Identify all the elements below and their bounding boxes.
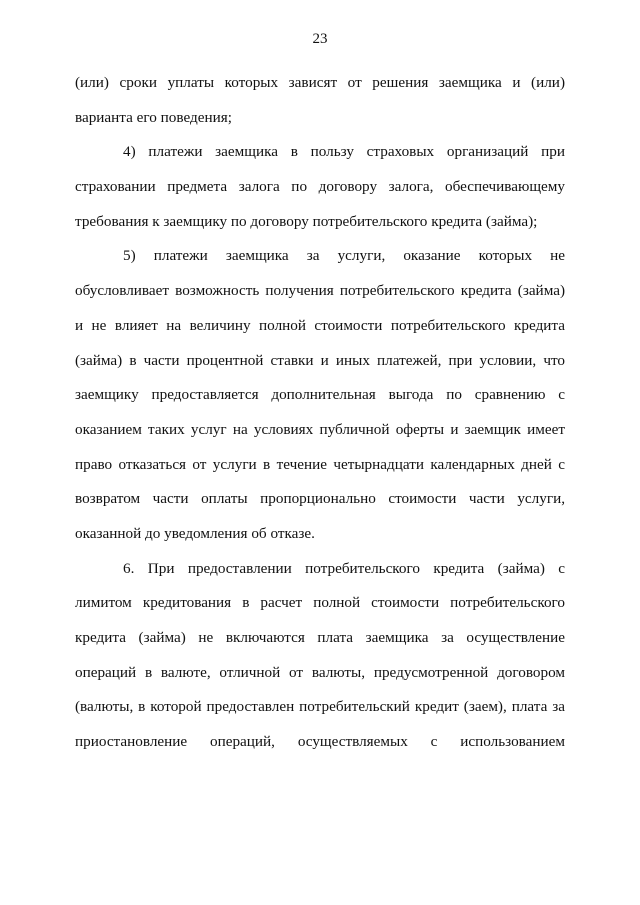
text-line: (валюты, в которой предоставлен потребительский кредит (заем), плата за: [75, 698, 565, 716]
text-line: операций в валюте, отличной от валюты, предусмотренной договором: [75, 663, 565, 681]
body-text: [75, 66, 565, 760]
text-line: заемщику предоставляется дополнительная выгода по сравнению с: [75, 386, 565, 404]
text-line: 5) платежи заемщика за услуги, оказание которых не: [123, 247, 565, 265]
text-line: страховании предмета залога по договору залога, обеспечивающему: [75, 178, 565, 196]
page-number: 23: [312, 31, 328, 47]
text-line: требования к заемщику по договору потребительского кредита (займа);: [75, 212, 538, 230]
text-line: (или) сроки уплаты которых зависят от решения заемщика и (или): [75, 74, 565, 91]
text-line: (займа) в части процентной ставки и иных платежей, при условии, что: [75, 351, 565, 369]
text-line: право отказаться от услуги в течение четырнадцати календарных дней с: [75, 455, 565, 473]
text-line: 4) платежи заемщика в пользу страховых организаций при: [123, 143, 565, 161]
text-line: возвратом части оплаты пропорционально стоимости части услуги,: [75, 490, 565, 508]
text-line: лимитом кредитования в расчет полной стоимости потребительского: [75, 594, 565, 612]
text-line: оказанной до уведомления об отказе.: [75, 524, 315, 542]
text-line: 6. При предоставлении потребительского кредита (займа) с: [123, 559, 565, 577]
text-line: обусловливает возможность получения потребительского кредита (займа): [75, 282, 565, 300]
text-line: варианта его поведения;: [75, 108, 232, 126]
text-line: оказанием таких услуг на условиях публичной оферты и заемщик имеет: [75, 420, 565, 438]
text-line: и не влияет на величину полной стоимости потребительского кредита: [75, 316, 565, 334]
text-line: кредита (займа) не включаются плата заемщика за осуществление: [75, 629, 565, 646]
text-line: приостановление операций, осуществляемых с использованием: [75, 733, 565, 751]
